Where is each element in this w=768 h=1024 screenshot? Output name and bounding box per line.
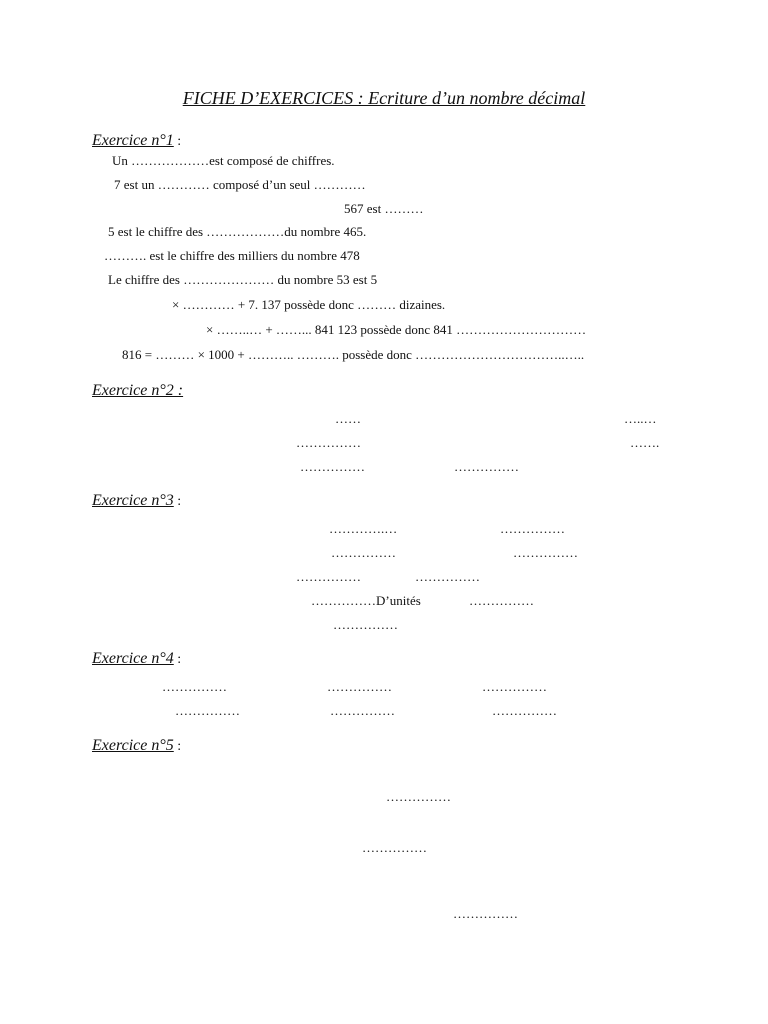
page-title: FICHE D’EXERCICES : Ecriture d’un nombre décimal [182, 88, 586, 108]
exercise-2-heading [92, 382, 183, 400]
exercise-5-blank: …………… [453, 906, 518, 921]
exercise-4-blank: …………… [330, 703, 395, 718]
exercise-2-heading-text: Exercice n°2 : [92, 382, 184, 399]
exercise-2-blank: …… [335, 411, 361, 426]
exercise-1-heading [92, 132, 181, 150]
exercise-2-blank: …..… [624, 411, 657, 426]
exercise-3-heading-text: Exercice n°3 [92, 492, 174, 509]
exercise-1-line-1: Un ………………est composé de chiffres. [112, 153, 335, 168]
exercise-3-blank: …………… [331, 545, 396, 560]
exercise-1-line-4: 5 est le chiffre des ………………du nombre 465. [108, 224, 367, 239]
exercise-4-blank: …………… [492, 703, 557, 718]
exercise-1-line-5: ………. est le chiffre des milliers du nombre 478 [104, 248, 360, 263]
exercise-3-heading-colon: : [173, 494, 182, 509]
exercise-5-heading-text: Exercice n°5 [92, 737, 174, 754]
exercise-3-blank: ……………D’unités [311, 593, 421, 608]
exercise-2-blank: …………… [300, 459, 365, 474]
exercise-4-heading-colon: : [173, 652, 182, 667]
exercise-3-blank: …………… [333, 617, 398, 632]
exercise-3-blank: …………… [500, 521, 565, 536]
exercise-4-blank: …………… [162, 679, 227, 694]
exercise-4-blank: …………… [482, 679, 547, 694]
exercise-5-heading-colon: : [173, 739, 182, 754]
exercise-1-line-9: 816 = ……… × 1000 + ……….. ………. possède donc ……………………………..….. [122, 347, 585, 362]
exercise-4-heading [92, 650, 181, 668]
exercise-4-blank: …………… [175, 703, 240, 718]
exercise-1-line-8: × ……..… + ……... 841 123 possède donc 841 ………………………… [206, 322, 587, 337]
exercise-2-blank: ……. [630, 435, 660, 450]
exercise-2-blank: …………… [454, 459, 519, 474]
exercise-3-blank: …………… [469, 593, 534, 608]
exercise-5-heading [92, 737, 181, 755]
exercise-3-heading [92, 492, 181, 510]
exercise-1-line-6: Le chiffre des ………………… du nombre 53 est 5 [108, 272, 378, 287]
exercise-3-blank: …………… [513, 545, 578, 560]
exercise-5-blank: …………… [362, 840, 427, 855]
exercise-1-line-3: 567 est ……… [344, 201, 424, 216]
exercise-3-blank: …………… [296, 569, 361, 584]
exercise-2-blank: …………… [296, 435, 361, 450]
exercise-4-blank: …………… [327, 679, 392, 694]
exercise-1-line-2: 7 est un ………… composé d’un seul ………… [114, 177, 366, 192]
exercise-5-blank: …………… [386, 789, 451, 804]
exercise-1-heading-colon: : [173, 134, 182, 149]
exercise-4-heading-text: Exercice n°4 [92, 650, 174, 667]
exercise-3-blank: …………… [415, 569, 480, 584]
exercise-1-line-7: × ………… + 7. 137 possède donc ……… dizaines. [172, 297, 446, 312]
exercise-3-blank: ………….… [329, 521, 398, 536]
exercise-1-heading-text: Exercice n°1 [92, 132, 174, 149]
